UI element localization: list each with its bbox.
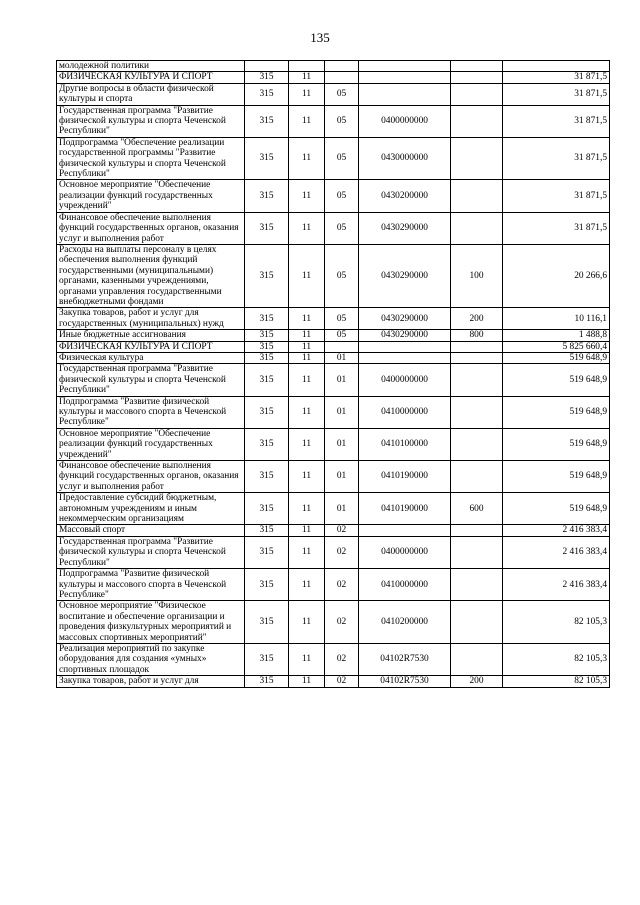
cell-department-code: 315 bbox=[245, 308, 289, 330]
cell-department-code: 315 bbox=[245, 643, 289, 675]
cell-department-code: 315 bbox=[245, 493, 289, 525]
cell-subsection-code: 05 bbox=[325, 212, 359, 244]
cell-item-name: Государственная программа "Развитие физической культуры и спорта Чеченской Республики" bbox=[57, 105, 245, 137]
table-row bbox=[57, 396, 610, 428]
cell-target-article: 0410000000 bbox=[359, 569, 451, 601]
cell-section-code bbox=[289, 61, 325, 72]
cell-subsection-code: 02 bbox=[325, 643, 359, 675]
cell-department-code: 315 bbox=[245, 341, 289, 352]
cell-department-code: 315 bbox=[245, 137, 289, 180]
cell-item-name: Предоставление субсидий бюджетным, автономным учреждениям и иным некоммерческим организациям bbox=[57, 493, 245, 525]
cell-expense-type bbox=[451, 83, 503, 105]
cell-section-code: 11 bbox=[289, 72, 325, 83]
cell-subsection-code: 02 bbox=[325, 601, 359, 644]
cell-target-article bbox=[359, 352, 451, 363]
cell-expense-type bbox=[451, 461, 503, 493]
cell-subsection-code bbox=[325, 341, 359, 352]
cell-expense-type: 200 bbox=[451, 308, 503, 330]
cell-expense-type bbox=[451, 61, 503, 72]
cell-expense-type bbox=[451, 643, 503, 675]
cell-section-code: 11 bbox=[289, 364, 325, 396]
cell-subsection-code: 01 bbox=[325, 461, 359, 493]
cell-amount: 82 105,3 bbox=[503, 676, 610, 687]
page-number: 135 bbox=[310, 30, 330, 45]
cell-expense-type bbox=[451, 212, 503, 244]
cell-section-code: 11 bbox=[289, 308, 325, 330]
cell-target-article: 0430290000 bbox=[359, 244, 451, 307]
cell-expense-type bbox=[451, 105, 503, 137]
cell-target-article bbox=[359, 341, 451, 352]
table-row bbox=[57, 341, 610, 352]
cell-item-name: Основное мероприятие "Обеспечение реализации функций государственных учреждений" bbox=[57, 180, 245, 212]
cell-amount: 5 825 660,4 bbox=[503, 341, 610, 352]
cell-expense-type bbox=[451, 536, 503, 568]
cell-amount: 10 116,1 bbox=[503, 308, 610, 330]
cell-subsection-code: 05 bbox=[325, 330, 359, 341]
cell-amount: 82 105,3 bbox=[503, 601, 610, 644]
cell-section-code: 11 bbox=[289, 105, 325, 137]
cell-subsection-code: 05 bbox=[325, 244, 359, 307]
cell-section-code: 11 bbox=[289, 180, 325, 212]
cell-item-name: Государственная программа "Развитие физической культуры и спорта Чеченской Республики" bbox=[57, 364, 245, 396]
table-row bbox=[57, 105, 610, 137]
budget-table bbox=[56, 60, 610, 688]
cell-section-code: 11 bbox=[289, 536, 325, 568]
cell-section-code: 11 bbox=[289, 461, 325, 493]
cell-item-name: Другие вопросы в области физической культуры и спорта bbox=[57, 83, 245, 105]
table-row bbox=[57, 212, 610, 244]
table-row bbox=[57, 180, 610, 212]
cell-section-code: 11 bbox=[289, 352, 325, 363]
table-row bbox=[57, 676, 610, 687]
cell-item-name: Подпрограмма "Развитие физической культуры и массового спорта в Чеченской Республике" bbox=[57, 396, 245, 428]
cell-department-code: 315 bbox=[245, 352, 289, 363]
cell-amount: 1 488,8 bbox=[503, 330, 610, 341]
cell-amount: 2 416 383,4 bbox=[503, 536, 610, 568]
table-row bbox=[57, 330, 610, 341]
cell-item-name: ФИЗИЧЕСКАЯ КУЛЬТУРА И СПОРТ bbox=[57, 72, 245, 83]
cell-amount: 31 871,5 bbox=[503, 72, 610, 83]
cell-item-name: молодежной политики bbox=[57, 61, 245, 72]
cell-amount: 31 871,5 bbox=[503, 83, 610, 105]
cell-subsection-code: 01 bbox=[325, 428, 359, 460]
table-row bbox=[57, 525, 610, 536]
cell-subsection-code: 02 bbox=[325, 536, 359, 568]
cell-department-code: 315 bbox=[245, 396, 289, 428]
cell-amount: 519 648,9 bbox=[503, 461, 610, 493]
table-row bbox=[57, 244, 610, 307]
cell-item-name: Физическая культура bbox=[57, 352, 245, 363]
cell-target-article: 04102R7530 bbox=[359, 643, 451, 675]
cell-item-name: Подпрограмма "Развитие физической культуры и массового спорта в Чеченской Республике" bbox=[57, 569, 245, 601]
cell-department-code: 315 bbox=[245, 244, 289, 307]
cell-expense-type bbox=[451, 352, 503, 363]
cell-section-code: 11 bbox=[289, 643, 325, 675]
cell-section-code: 11 bbox=[289, 396, 325, 428]
cell-expense-type: 800 bbox=[451, 330, 503, 341]
cell-item-name: Реализация мероприятий по закупке оборудования для создания «умных» спортивных площадок bbox=[57, 643, 245, 675]
cell-subsection-code: 01 bbox=[325, 396, 359, 428]
cell-section-code: 11 bbox=[289, 83, 325, 105]
budget-table-body bbox=[57, 61, 610, 688]
cell-item-name: Финансовое обеспечение выполнения функций государственных органов, оказания услуг и выполнения работ bbox=[57, 212, 245, 244]
cell-expense-type bbox=[451, 428, 503, 460]
cell-item-name: Расходы на выплаты персоналу в целях обеспечения выполнения функций государственными (муниципальными) органами, казенными учреждениями, органами управления государственными внебюджетными фондами bbox=[57, 244, 245, 307]
cell-target-article: 0410200000 bbox=[359, 601, 451, 644]
table-row bbox=[57, 364, 610, 396]
table-row bbox=[57, 536, 610, 568]
cell-expense-type bbox=[451, 364, 503, 396]
cell-department-code bbox=[245, 61, 289, 72]
cell-section-code: 11 bbox=[289, 137, 325, 180]
cell-subsection-code: 02 bbox=[325, 525, 359, 536]
table-row bbox=[57, 601, 610, 644]
cell-subsection-code: 01 bbox=[325, 364, 359, 396]
cell-target-article bbox=[359, 61, 451, 72]
cell-amount: 20 266,6 bbox=[503, 244, 610, 307]
cell-target-article: 0400000000 bbox=[359, 536, 451, 568]
cell-department-code: 315 bbox=[245, 676, 289, 687]
table-row bbox=[57, 61, 610, 72]
table-row bbox=[57, 308, 610, 330]
cell-expense-type bbox=[451, 341, 503, 352]
cell-expense-type bbox=[451, 72, 503, 83]
cell-subsection-code: 01 bbox=[325, 493, 359, 525]
cell-section-code: 11 bbox=[289, 244, 325, 307]
cell-expense-type: 100 bbox=[451, 244, 503, 307]
cell-expense-type bbox=[451, 396, 503, 428]
table-row bbox=[57, 83, 610, 105]
cell-section-code: 11 bbox=[289, 428, 325, 460]
cell-target-article: 0410190000 bbox=[359, 461, 451, 493]
cell-department-code: 315 bbox=[245, 428, 289, 460]
cell-expense-type bbox=[451, 180, 503, 212]
cell-department-code: 315 bbox=[245, 83, 289, 105]
cell-target-article: 0400000000 bbox=[359, 105, 451, 137]
cell-department-code: 315 bbox=[245, 461, 289, 493]
cell-target-article bbox=[359, 525, 451, 536]
cell-target-article: 0410190000 bbox=[359, 493, 451, 525]
cell-target-article: 0430000000 bbox=[359, 137, 451, 180]
cell-expense-type bbox=[451, 601, 503, 644]
cell-target-article: 0410100000 bbox=[359, 428, 451, 460]
cell-target-article: 0400000000 bbox=[359, 364, 451, 396]
cell-amount: 2 416 383,4 bbox=[503, 569, 610, 601]
cell-item-name: Иные бюджетные ассигнования bbox=[57, 330, 245, 341]
table-row bbox=[57, 72, 610, 83]
table-row bbox=[57, 352, 610, 363]
cell-section-code: 11 bbox=[289, 569, 325, 601]
table-row bbox=[57, 643, 610, 675]
cell-department-code: 315 bbox=[245, 525, 289, 536]
cell-item-name: Основное мероприятие "Физическое воспитание и обеспечение организации и проведения физкультурных мероприятий и массовых спортивных мероприятий" bbox=[57, 601, 245, 644]
cell-item-name: ФИЗИЧЕСКАЯ КУЛЬТУРА И СПОРТ bbox=[57, 341, 245, 352]
cell-target-article bbox=[359, 72, 451, 83]
cell-subsection-code: 05 bbox=[325, 105, 359, 137]
cell-item-name: Основное мероприятие "Обеспечение реализации функций государственных учреждений" bbox=[57, 428, 245, 460]
cell-subsection-code: 05 bbox=[325, 180, 359, 212]
cell-section-code: 11 bbox=[289, 212, 325, 244]
cell-amount: 519 648,9 bbox=[503, 352, 610, 363]
cell-item-name: Подпрограмма "Обеспечение реализации государственной программы "Развитие физической культуры и спорта Чеченской Республики" bbox=[57, 137, 245, 180]
cell-section-code: 11 bbox=[289, 330, 325, 341]
cell-section-code: 11 bbox=[289, 493, 325, 525]
cell-expense-type: 600 bbox=[451, 493, 503, 525]
cell-section-code: 11 bbox=[289, 676, 325, 687]
cell-expense-type: 200 bbox=[451, 676, 503, 687]
cell-expense-type bbox=[451, 569, 503, 601]
cell-subsection-code bbox=[325, 61, 359, 72]
cell-item-name: Массовый спорт bbox=[57, 525, 245, 536]
table-row bbox=[57, 137, 610, 180]
table-row bbox=[57, 428, 610, 460]
table-row bbox=[57, 461, 610, 493]
cell-amount: 31 871,5 bbox=[503, 105, 610, 137]
cell-amount: 519 648,9 bbox=[503, 428, 610, 460]
cell-amount: 31 871,5 bbox=[503, 137, 610, 180]
cell-department-code: 315 bbox=[245, 364, 289, 396]
cell-target-article bbox=[359, 83, 451, 105]
cell-expense-type bbox=[451, 525, 503, 536]
table-row bbox=[57, 493, 610, 525]
cell-target-article: 04102R7530 bbox=[359, 676, 451, 687]
cell-department-code: 315 bbox=[245, 601, 289, 644]
cell-department-code: 315 bbox=[245, 330, 289, 341]
cell-amount: 519 648,9 bbox=[503, 396, 610, 428]
cell-subsection-code: 05 bbox=[325, 308, 359, 330]
cell-amount: 519 648,9 bbox=[503, 493, 610, 525]
cell-section-code: 11 bbox=[289, 341, 325, 352]
cell-target-article: 0430290000 bbox=[359, 308, 451, 330]
cell-department-code: 315 bbox=[245, 180, 289, 212]
cell-amount: 31 871,5 bbox=[503, 180, 610, 212]
cell-section-code: 11 bbox=[289, 601, 325, 644]
cell-amount: 31 871,5 bbox=[503, 212, 610, 244]
table-row bbox=[57, 569, 610, 601]
cell-target-article: 0430290000 bbox=[359, 330, 451, 341]
cell-subsection-code: 05 bbox=[325, 83, 359, 105]
cell-subsection-code: 05 bbox=[325, 137, 359, 180]
cell-department-code: 315 bbox=[245, 72, 289, 83]
cell-department-code: 315 bbox=[245, 536, 289, 568]
cell-expense-type bbox=[451, 137, 503, 180]
cell-target-article: 0410000000 bbox=[359, 396, 451, 428]
cell-subsection-code: 02 bbox=[325, 569, 359, 601]
cell-item-name: Финансовое обеспечение выполнения функций государственных органов, оказания услуг и выполнения работ bbox=[57, 461, 245, 493]
cell-amount: 82 105,3 bbox=[503, 643, 610, 675]
cell-item-name: Государственная программа "Развитие физической культуры и спорта Чеченской Республики" bbox=[57, 536, 245, 568]
cell-item-name: Закупка товаров, работ и услуг для bbox=[57, 676, 245, 687]
cell-target-article: 0430290000 bbox=[359, 212, 451, 244]
cell-target-article: 0430200000 bbox=[359, 180, 451, 212]
cell-subsection-code: 02 bbox=[325, 676, 359, 687]
cell-amount: 2 416 383,4 bbox=[503, 525, 610, 536]
cell-amount: 519 648,9 bbox=[503, 364, 610, 396]
cell-item-name: Закупка товаров, работ и услуг для государственных (муниципальных) нужд bbox=[57, 308, 245, 330]
cell-department-code: 315 bbox=[245, 569, 289, 601]
cell-department-code: 315 bbox=[245, 212, 289, 244]
cell-department-code: 315 bbox=[245, 105, 289, 137]
cell-amount bbox=[503, 61, 610, 72]
cell-subsection-code: 01 bbox=[325, 352, 359, 363]
cell-subsection-code bbox=[325, 72, 359, 83]
cell-section-code: 11 bbox=[289, 525, 325, 536]
